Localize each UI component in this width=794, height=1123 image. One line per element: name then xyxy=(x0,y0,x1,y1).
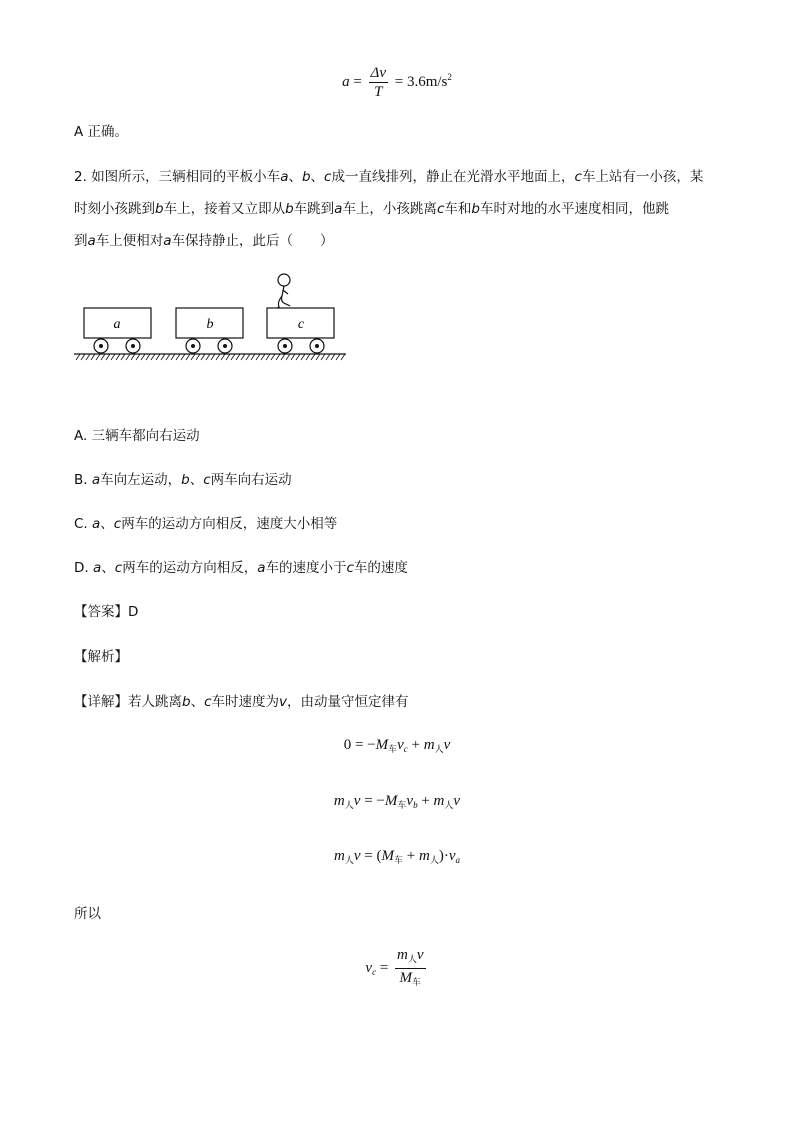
eq-var: v xyxy=(365,959,373,976)
option-var: a xyxy=(92,560,102,576)
q-text: 车跳到 xyxy=(293,201,335,217)
q-sep: 、 xyxy=(310,169,325,185)
cart-c xyxy=(267,308,334,353)
eq-var: m xyxy=(423,737,435,753)
q-var: a xyxy=(163,233,172,249)
equation-vc xyxy=(0,946,794,991)
option-var: c xyxy=(203,472,211,488)
q-text: 到 xyxy=(74,233,88,249)
q-var: a xyxy=(280,169,289,185)
eq-sub: 人 xyxy=(344,800,354,810)
detail-line xyxy=(74,690,409,710)
child-figure-icon xyxy=(277,274,290,308)
option-b xyxy=(74,468,292,488)
eq-text: = ( xyxy=(360,848,382,864)
q-var: b xyxy=(471,201,480,217)
analysis-tag: 【解析】 xyxy=(74,649,128,665)
q-var: b xyxy=(155,201,164,217)
eq-var: m xyxy=(397,947,408,963)
eq-text: + xyxy=(417,793,434,809)
eq-var: m xyxy=(433,793,445,809)
wheel-hub-icon xyxy=(99,344,103,348)
option-d xyxy=(74,556,408,576)
eq-equals: = xyxy=(379,959,389,976)
so-text: 所以 xyxy=(74,906,101,922)
detail-text: ，由动量守恒定律有 xyxy=(287,694,409,710)
q-var: c xyxy=(436,201,445,217)
question-number: 2. xyxy=(74,169,87,185)
option-d-label: D. xyxy=(74,560,89,576)
q-text: 车上便相对 xyxy=(95,233,164,249)
q-var: a xyxy=(334,201,343,217)
option-a-label: A. xyxy=(74,428,88,444)
q-var: b xyxy=(285,201,294,217)
eq-sub: c xyxy=(403,744,408,754)
eq-var: M xyxy=(381,848,394,864)
q-text: 车时对地的水平速度相同，他跳 xyxy=(479,201,669,217)
q-text: 车上，接着又立即从 xyxy=(163,201,286,217)
option-c-text: 两车的运动方向相反，速度大小相等 xyxy=(121,516,338,532)
eq-numerator xyxy=(395,946,426,969)
eq-var: M xyxy=(375,737,389,753)
eq-sub: 车 xyxy=(388,744,398,754)
wheel-hub-icon xyxy=(191,344,195,348)
eq-var: v xyxy=(353,793,361,809)
eq-var: v xyxy=(443,737,451,753)
eq-sub: a xyxy=(455,855,460,865)
eq-power: 2 xyxy=(447,71,452,82)
option-sep: 、 xyxy=(189,472,204,488)
q-text: 时刻小孩跳到 xyxy=(74,201,155,217)
eq-denominator: T xyxy=(374,84,383,100)
cart-b-label: b xyxy=(206,317,214,332)
a-correct-text: A 正确。 xyxy=(74,124,129,140)
q-text: 如图所示，三辆相同的平板小车 xyxy=(91,169,281,185)
option-var: a xyxy=(91,472,101,488)
detail-sep: 、 xyxy=(190,694,205,710)
detail-tag: 【详解】 xyxy=(74,694,128,710)
q-text: 车保持静止，此后（ ） xyxy=(171,233,334,249)
detail-text: 车时速度为 xyxy=(211,694,280,710)
option-b-label: B. xyxy=(74,472,88,488)
eq-text: + xyxy=(407,737,424,753)
detail-var: b xyxy=(182,694,191,710)
eq-var: m xyxy=(333,848,345,864)
a-correct-line xyxy=(74,116,724,148)
wheel-hub-icon xyxy=(315,344,319,348)
eq-sub: 人 xyxy=(407,954,417,964)
eq-sub: 车 xyxy=(397,800,407,810)
detail-var: v xyxy=(279,694,288,710)
eq-var: v xyxy=(397,737,404,753)
eq-sub: 人 xyxy=(444,800,454,810)
option-b-text: 两车向右运动 xyxy=(210,472,292,488)
answer-value: D xyxy=(128,604,139,620)
carts-figure xyxy=(74,272,354,372)
eq-var: v xyxy=(416,947,424,963)
carts-diagram xyxy=(74,272,354,368)
eq-sub: c xyxy=(372,966,377,977)
eq-var: v xyxy=(453,793,461,809)
eq-var: v xyxy=(406,793,414,809)
eq-var-a: a xyxy=(342,73,350,90)
analysis-line xyxy=(74,645,128,665)
eq-var: M xyxy=(384,793,398,809)
option-c-label: C. xyxy=(74,516,88,532)
equation-acceleration xyxy=(0,64,794,101)
q-text: 车上，小孩跳离 xyxy=(342,201,437,217)
equation-momentum-2 xyxy=(0,793,794,811)
eq-text: )· xyxy=(438,848,449,864)
q-var: c xyxy=(324,169,332,185)
eq-text: 0 = − xyxy=(343,737,376,753)
option-var: a xyxy=(257,560,266,576)
wheel-hub-icon xyxy=(223,344,227,348)
eq-sub: 人 xyxy=(429,855,439,865)
option-d-text: 车的速度 xyxy=(353,560,408,576)
equation-momentum-1 xyxy=(0,737,794,755)
wheel-hub-icon xyxy=(283,344,287,348)
eq-sub: 车 xyxy=(412,977,422,987)
eq-sub: b xyxy=(413,800,418,810)
eq-text: + xyxy=(403,848,419,864)
eq-equals: = xyxy=(353,73,362,90)
cart-c-label: c xyxy=(297,317,305,332)
eq-fraction xyxy=(395,946,426,991)
option-a-text: 三辆车都向右运动 xyxy=(91,428,200,444)
eq-sub: 车 xyxy=(393,855,403,865)
eq-result: = 3.6m/s xyxy=(394,73,448,90)
cart-b xyxy=(176,308,243,353)
option-var: c xyxy=(346,560,354,576)
eq-denominator xyxy=(395,969,426,991)
eq-var: M xyxy=(399,970,413,986)
wheel-hub-icon xyxy=(131,344,135,348)
cart-a-label: a xyxy=(113,317,121,332)
option-sep: 、 xyxy=(100,516,114,532)
detail-var: c xyxy=(204,694,212,710)
option-var: b xyxy=(181,472,190,488)
option-c xyxy=(74,512,337,532)
eq-var: v xyxy=(353,848,361,864)
detail-text: 若人跳离 xyxy=(128,694,182,710)
option-var: a xyxy=(92,516,101,532)
answer-line xyxy=(74,600,138,620)
option-d-text: 两车的运动方向相反， xyxy=(122,560,258,576)
q-var: a xyxy=(87,233,96,249)
option-a xyxy=(74,424,200,444)
eq-text: = − xyxy=(360,793,385,809)
ground-hatch xyxy=(76,354,345,360)
so-line xyxy=(74,902,101,922)
option-sep: 、 xyxy=(101,560,115,576)
answer-tag: 【答案】 xyxy=(74,604,128,620)
q-sep: 、 xyxy=(288,169,302,185)
eq-var: m xyxy=(333,793,345,809)
eq-numerator: Δv xyxy=(370,65,387,81)
eq-fraction xyxy=(369,64,388,101)
eq-var: m xyxy=(418,848,430,864)
q-text: 车和 xyxy=(444,201,472,217)
q-text: 车上站有一小孩，某 xyxy=(581,169,704,185)
option-b-text: 车向左运动， xyxy=(100,472,182,488)
q-var: c xyxy=(574,169,582,185)
question-2 xyxy=(74,161,724,257)
cart-a xyxy=(84,308,151,353)
eq-sub: 人 xyxy=(344,855,354,865)
option-d-text: 车的速度小于 xyxy=(265,560,347,576)
eq-sub: 人 xyxy=(434,744,444,754)
eq-var: v xyxy=(448,848,456,864)
equation-momentum-3 xyxy=(0,848,794,866)
option-var: c xyxy=(113,516,122,532)
q-text: 成一直线排列，静止在光滑水平地面上， xyxy=(331,169,575,185)
option-var: c xyxy=(114,560,123,576)
q-var: b xyxy=(301,169,311,185)
